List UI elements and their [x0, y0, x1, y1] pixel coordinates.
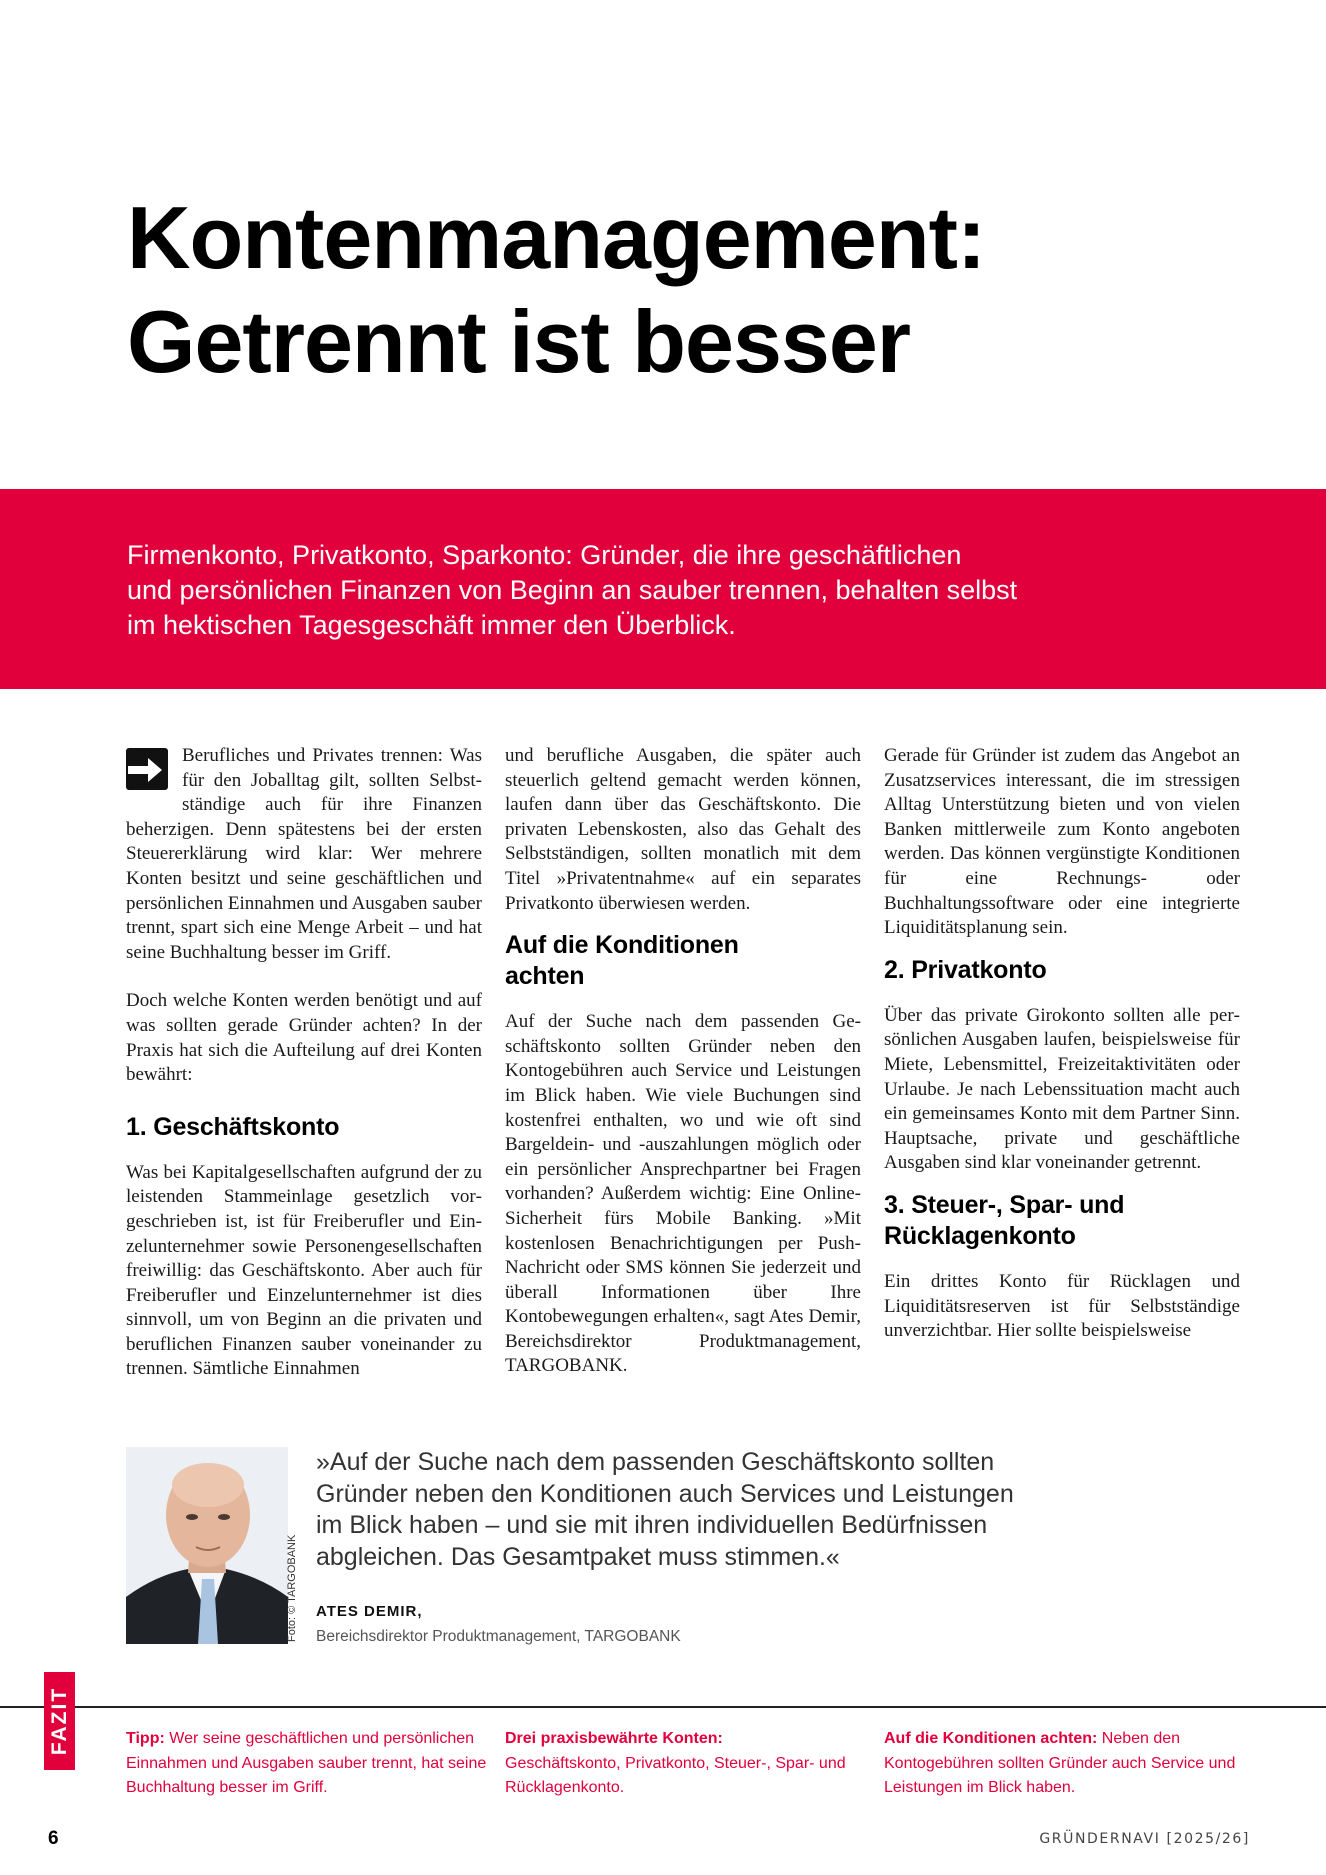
fazit-item: [505, 1727, 875, 1801]
fazit-item-lead: Auf die Konditionen achten:: [884, 1730, 1098, 1747]
lead-line-3: im hektischen Tagesgeschäft immer den Überblick.: [127, 610, 736, 640]
article-column-2: [505, 744, 861, 1403]
intro-paragraph: [126, 744, 482, 965]
lead-line-2: und persönlichen Finanzen von Beginn an sauber trennen, behalten selbst: [127, 575, 1018, 605]
section-heading-konditionen: Auf die Konditionen achten: [505, 931, 739, 991]
title-line-1: Kontenmanagement:: [127, 188, 986, 287]
paragraph: Ein drittes Konto für Rücklagen und Liquiditätsreserven ist für Selbstständige unverzichtbar. Hier sollte beispielsweise: [884, 1270, 1240, 1342]
page-number: 6: [48, 1828, 59, 1849]
quote-author: ATES DEMIR,: [316, 1603, 423, 1620]
quote-line-1: »Auf der Suche nach dem passenden Geschäftskonto sollten: [316, 1448, 995, 1476]
quote-author-role: Bereichsdirektor Produktmanagement, TARGOBANK: [316, 1628, 681, 1645]
title-line-2: Getrennt ist besser: [127, 292, 911, 391]
article-body: [126, 744, 1238, 1384]
paragraph: Auf der Suche nach dem passenden Geschäftskonto sollten Gründer neben den Kontogebühren auch Service und Leistungen im Blick haben. Wie viele Buchungen sind kostenfrei enthalten, wo und wie oft sind Bargeldein- und -auszahlungen möglich oder ein persönlicher Ansprechpartner bei Fragen vorhanden? Außerdem wichtig: Eine Online-Sicherheit fürs Mobile Banking. »Mit kostenlosen Benachrichtigungen per Push-Nachricht oder SMS können Sie jederzeit und überall Informationen über Ihre Kontobewegungen erhalten«, sagt Ates Demir, Bereichsdirektor Produktmanagement, TARGOBANK.: [505, 1011, 861, 1377]
lead-paragraph: [127, 538, 1127, 643]
fazit-item: [884, 1727, 1254, 1801]
quote-line-3: im Blick haben – und sie mit ihren individuellen Bedürfnissen: [316, 1511, 988, 1539]
section-heading-geschaeftskonto: 1. Geschäftskonto: [126, 1112, 340, 1141]
intro-text: Berufliches und Privates trennen: Was für den Joballtag gilt, sollten Selbstständige auch für ihre Finanzen beherzigen. Denn spätestens bei der ersten Steuererklärung wird klar: Wer mehrere Konten besitzt und seine geschäftlichen und persönlichen Einnahmen und Ausgaben sauber trennt, spart sich eine Menge Arbeit – und hat seine Buchhaltung besser im Griff.: [126, 745, 482, 963]
fazit-item-lead: Drei praxisbewährte Konten:: [505, 1730, 723, 1747]
fazit-label-text: FAZIT: [47, 1686, 71, 1756]
article-column-1: [126, 744, 482, 1406]
paragraph: und berufliche Ausgaben, die später auch steuerlich geltend gemacht werden können, laufen dann über das Geschäftskonto. Die privaten Lebenskosten, also das Gehalt des Selbstständigen, sollten monatlich mit dem Titel »Privatentnahme« auf ein separates Privatkonto überwiesen werden.: [505, 745, 861, 914]
paragraph: Doch welche Konten werden benötigt und auf was sollten gerade Gründer achten? In der Praxis hat sich die Aufteilung auf drei Konten bewährt:: [126, 990, 482, 1086]
section-heading-privatkonto: 2. Privatkonto: [884, 955, 1047, 984]
arrow-right-icon: [126, 748, 168, 790]
pull-quote: [126, 1447, 1226, 1647]
section-heading-ruecklagenkonto: 3. Steuer-, Spar- und Rücklagenkonto: [884, 1190, 1125, 1250]
paragraph: Was bei Kapitalgesellschaften aufgrund der zu leistenden Stammeinlage gesetzlich vorgeschrieben ist, ist für Freiberufler und Einzelunternehmer sowie Personengesellschaften freiwillig: das Geschäftskonto. Aber auch für Freiberufler und Einzelunternehmer ist dies sinnvoll, um von Beginn an die privaten und beruflichen Finanzen sauber voneinander zu trennen. Sämtliche Einnahmen: [126, 1161, 482, 1380]
lead-line-1: Firmenkonto, Privatkonto, Sparkonto: Gründer, die ihre geschäftlichen: [127, 540, 962, 570]
article-column-3: [884, 744, 1240, 1368]
fazit-item-text: Wer seine geschäftlichen und persönlichen Einnahmen und Ausgaben sauber trennt, hat seine Buchhaltung besser im Griff.: [126, 1730, 487, 1796]
fazit-divider: [0, 1706, 1326, 1708]
fazit-item-lead: Tipp:: [126, 1730, 165, 1747]
portrait-photo: [126, 1447, 288, 1644]
fazit-label: [44, 1672, 75, 1770]
publication-footer: GRÜNDERNAVI [2025/26]: [1039, 1831, 1250, 1847]
paragraph: Über das private Girokonto sollten alle persönlichen Ausgaben laufen, beispielsweise für Miete, Lebensmittel, Freizeitaktivitäten oder Urlaube. Je nach Lebenssituation macht auch ein gemeinsames Konto mit dem Partner Sinn. Hauptsache, private und geschäftliche Ausgaben sind klar voneinander getrennt.: [884, 1004, 1240, 1174]
fazit-item-text: Neben den Kontogebühren sollten Gründer auch Service und Leistungen im Blick haben.: [884, 1730, 1236, 1796]
quote-text: [316, 1447, 1216, 1573]
fazit-item: [126, 1727, 496, 1801]
quote-line-4: abgleichen. Das Gesamtpaket muss stimmen.«: [316, 1542, 840, 1571]
page-title: [127, 186, 1277, 394]
fazit-item-text: Geschäftskonto, Privatkonto, Steuer-, Spar- und Rücklagenkonto.: [505, 1754, 846, 1796]
quote-line-2: Gründer neben den Konditionen auch Services und Leistungen: [316, 1479, 1014, 1508]
paragraph: Gerade für Gründer ist zudem das Angebot an Zusatzservices interessant, die im stressigen Alltag Unterstützung bieten und von vielen Banken mittlerweile zum Konto angeboten werden. Das können vergünstigte Konditionen für eine Rechnungs- oder Buchhaltungssoftware oder eine integrierte Liquiditätsplanung sein.: [884, 745, 1240, 939]
photo-credit: Foto: © TARGOBANK: [286, 1534, 298, 1642]
